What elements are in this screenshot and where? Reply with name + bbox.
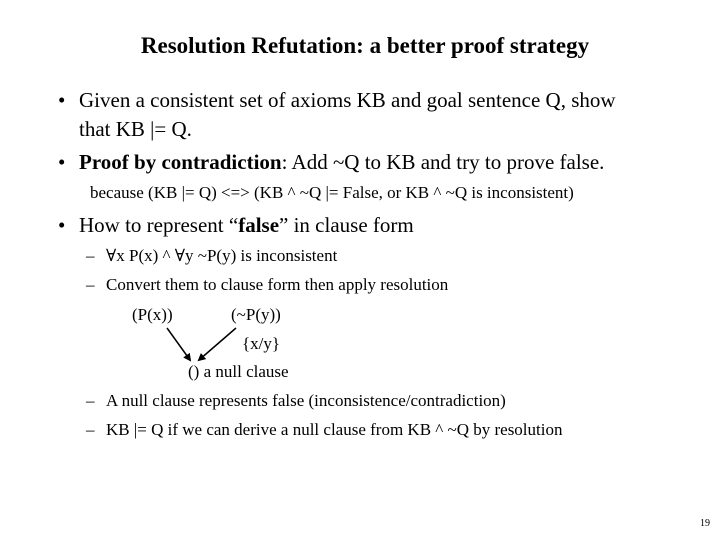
- bullet-3-bold: false: [238, 213, 280, 237]
- sub-item-2: Convert them to clause form then apply resolution: [106, 275, 449, 294]
- bullet-3: [79, 213, 414, 238]
- sub-dash: –: [86, 246, 95, 265]
- bullet-2-note: because (KB |= Q) <=> (KB ^ ~Q |= False, or KB ^ ~Q is inconsistent): [90, 183, 574, 202]
- null-clause-result: () a null clause: [188, 362, 289, 381]
- substitution: {x/y}: [242, 334, 281, 353]
- bullet-3-post: ” in clause form: [279, 213, 414, 237]
- sub-item-3: A null clause represents false (inconsistence/contradiction): [106, 391, 506, 410]
- bullet-dot: •: [58, 88, 66, 112]
- arrow-left: [167, 328, 190, 360]
- clause-left: (P(x)): [132, 305, 173, 324]
- bullet-1-line-1: Given a consistent set of axioms KB and goal sentence Q, show: [79, 88, 616, 112]
- bullet-2-rest: : Add ~Q to KB and try to prove false.: [281, 150, 605, 174]
- slide-title: Resolution Refutation: a better proof strategy: [140, 33, 590, 58]
- clause-right: (~P(y)): [231, 305, 281, 324]
- bullet-dot: •: [58, 150, 66, 174]
- sub-dash: –: [86, 420, 95, 439]
- bullet-1-line-2: that KB |= Q.: [79, 117, 192, 141]
- bullet-2: [79, 150, 604, 175]
- sub-item-1: ∀x P(x) ^ ∀y ~P(y) is inconsistent: [106, 246, 338, 265]
- bullet-3-pre: How to represent “: [79, 213, 239, 237]
- bullet-2-bold: Proof by contradiction: [79, 150, 282, 174]
- sub-dash: –: [86, 391, 95, 410]
- sub-item-4: KB |= Q if we can derive a null clause from KB ^ ~Q by resolution: [106, 420, 563, 439]
- sub-dash: –: [86, 275, 95, 294]
- bullet-dot: •: [58, 213, 66, 237]
- arrow-right: [199, 328, 236, 360]
- page-number: 19: [700, 518, 710, 529]
